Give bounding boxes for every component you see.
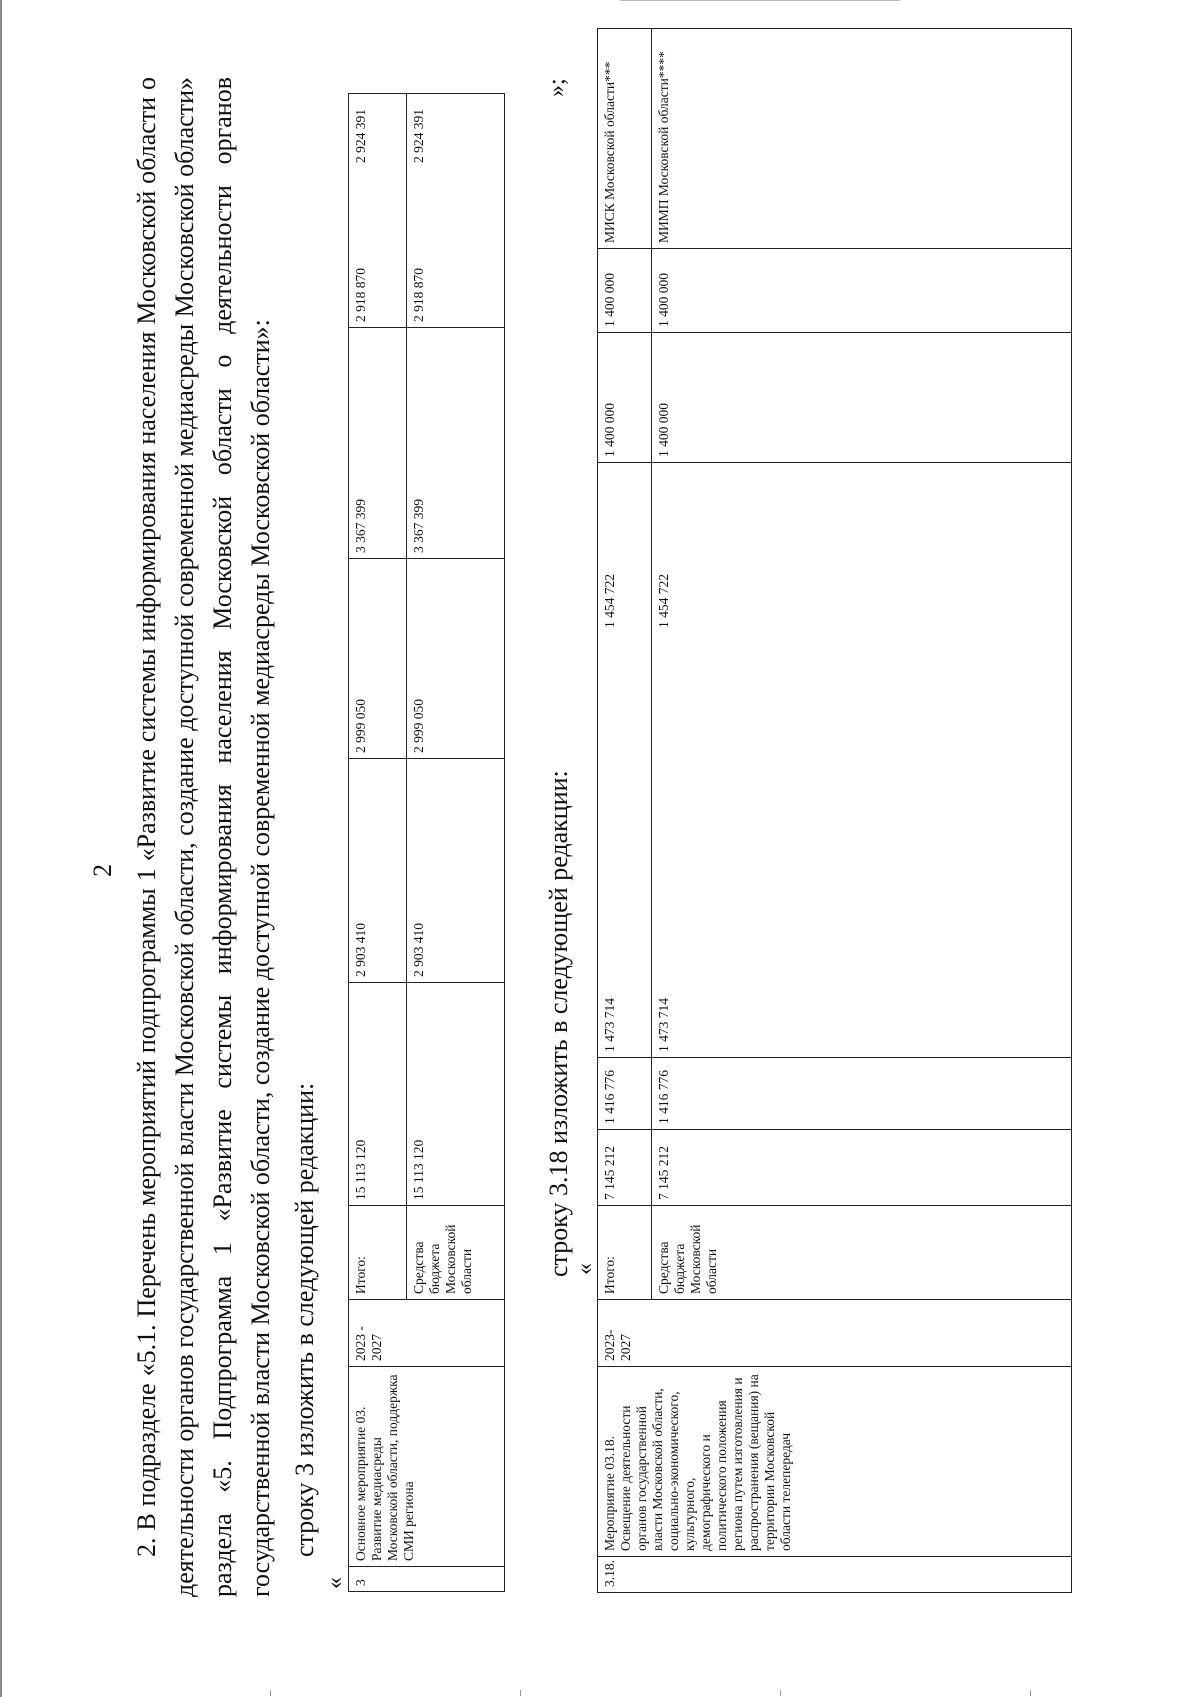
cell-2026-2027 (407, 94, 505, 328)
cell-2026: 2 918 870 (411, 268, 426, 322)
cell-source: Средства бюджета Московской области (652, 1206, 1072, 1300)
intro-paragraph (128, 77, 280, 1597)
cell-source: Итого: (349, 1206, 407, 1300)
cell-2026: 1 400 000 (598, 333, 652, 463)
cell-source: Средства бюджета Московской области (407, 1206, 505, 1300)
cell-2023: 1 416 776 (598, 1058, 652, 1130)
cell-2024: 2 999 050 (407, 559, 505, 759)
cell-2024-2025 (598, 463, 652, 1058)
cell-period: 2023-2027 (598, 1300, 1072, 1367)
cell-2026-2027 (349, 94, 407, 328)
cell-2024: 1 473 714 (656, 998, 671, 1052)
cell-source: Итого: (598, 1206, 652, 1300)
quote-close: »; (544, 78, 570, 97)
cell-2023: 2 903 410 (349, 759, 407, 983)
cell-2025: 3 367 399 (407, 328, 505, 559)
cell-2026: 2 918 870 (353, 268, 368, 322)
cell-2024-2025 (652, 463, 1072, 1058)
cell-2025: 3 367 399 (349, 328, 407, 559)
table-row-318 (597, 28, 1072, 1593)
intro-text: 2. В подразделе «5.1. Перечень мероприятий подпрограммы 1 «Развитие системы информирования населения Московской области о деятельности органов государственной власти Московской области, создание доступной современной медиасреды Московской области» раздела «5. Подпрограмма 1 «Развитие системы информирования населения Московской области о деятельности органов государственной власти Московской области, создание доступной современной медиасреды Московской области»: (132, 77, 275, 1597)
cell-2026: 1 400 000 (652, 333, 1072, 463)
instruction-row-3: строку 3 изложить в следующей редакции: (290, 1082, 319, 1557)
cell-responsible: МИМП Московской области**** (652, 29, 1072, 249)
cell-total: 15 113 120 (349, 983, 407, 1206)
cell-2024: 2 999 050 (349, 559, 407, 759)
quote-open-2: « (572, 1263, 598, 1275)
cell-2027: 2 924 391 (353, 109, 368, 163)
quote-open-1: « (322, 1577, 348, 1589)
cell-2025: 1 454 722 (656, 574, 671, 628)
cell-num: 3.18. (598, 1557, 1072, 1593)
cell-2024: 1 473 714 (602, 998, 617, 1052)
cell-total: 7 145 212 (652, 1130, 1072, 1206)
cell-2023: 2 903 410 (407, 759, 505, 983)
cell-2027: 1 400 000 (598, 249, 652, 333)
cell-2027: 1 400 000 (652, 249, 1072, 333)
cell-2027: 2 924 391 (411, 109, 426, 163)
cell-name: Основное мероприятие 03. Развитие медиасреды Московской области, поддержка СМИ региона (349, 1367, 505, 1567)
cell-name: Мероприятие 03.18. Освещение деятельности органов государственной власти Московской области, социально-экономического, культурного, демографического и политического положения региона путем изготовления и распространения (вещания) на территории Московской области телепередач (598, 1367, 1072, 1557)
cell-2023: 1 416 776 (652, 1058, 1072, 1130)
table-row-3 (348, 93, 505, 1592)
cell-period: 2023 - 2027 (349, 1300, 505, 1367)
cell-num: 3 (349, 1567, 505, 1592)
page-number: 2 (88, 864, 117, 877)
cell-total: 15 113 120 (407, 983, 505, 1206)
cell-responsible: МИСК Московской области*** (598, 29, 652, 249)
cell-total: 7 145 212 (598, 1130, 652, 1206)
instruction-row-318: строку 3.18 изложить в следующей редакции: (544, 770, 573, 1277)
cell-2025: 1 454 722 (602, 574, 617, 628)
